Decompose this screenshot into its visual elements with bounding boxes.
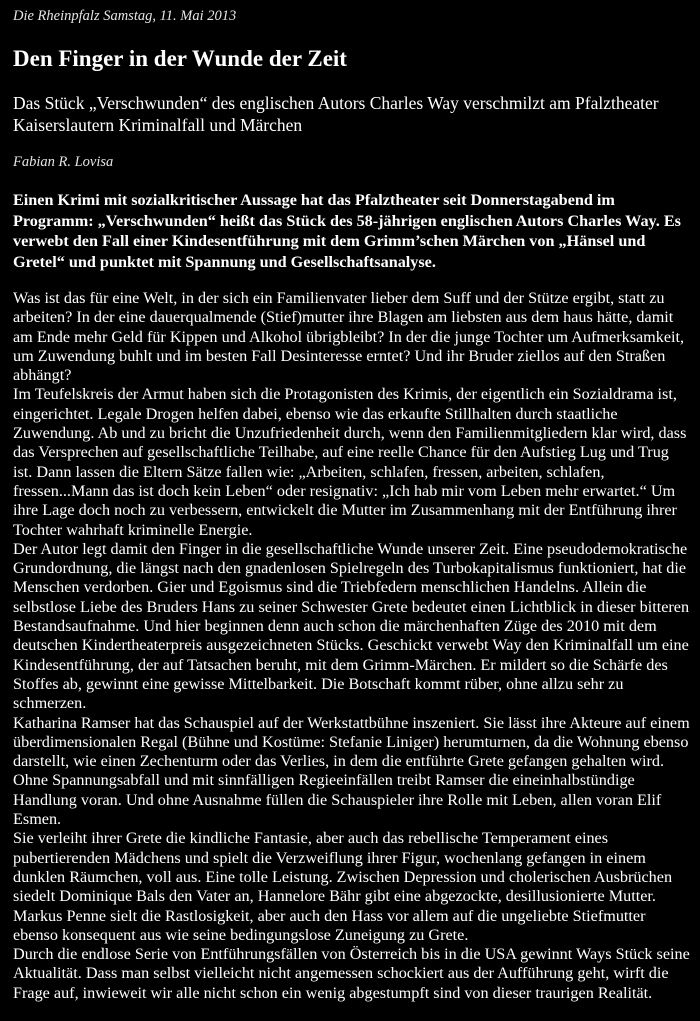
body-paragraph: Sie verleiht ihrer Grete die kindliche Fantasie, aber auch das rebellische Temperament eines pubertierenden Mädchens und spielt die Verzweiflung ihrer Figur, wochenlang gefangen in einem dunklen Räumchen, voll aus. Eine tolle Leistung. Zwischen Depression und cholerischen Ausbrüchen siedelt Dominique Bals den Vater an, Hannelore Bähr gibt eine abgezockte, desillusionierte Mutter. Markus Penne sielt die Rastlosigkeit, aber auch den Hass vor allem auf die ungeliebte Stiefmutter ebenso konsequent aus wie seine bedingungslose Zuneigung zu Grete. <box>13 829 673 944</box>
article-lead: Einen Krimi mit sozialkritischer Aussage hat das Pfalztheater seit Donnerstagabend im Programm: „Verschwunden“ heißt das Stück des 58-jährigen englischen Autors Charles Way. Es verwebt den Fall einer Kindesentführung mit dem Grimm’schen Märchen von „Hänsel und Gretel“ und punktet mit Spannung und Gesellschaftsanalyse. <box>13 191 681 271</box>
article <box>13 0 691 1003</box>
article-body <box>13 289 691 1003</box>
body-paragraph: Katharina Ramser hat das Schauspiel auf der Werkstattbühne inszeniert. Sie lässt ihre Akteure auf einem überdimensionalen Regal (Bühne und Kostüme: Stefanie Liniger) herumturnen, da die Wohnung ebenso darstellt, wie einen Zechenturm oder das Verlies, in dem die entführte Grete gefangen gehalten wird. Ohne Spannungsabfall und mit sinnfälligen Regieeinfällen treibt Ramser die eineinhalbstündige Handlung voran. Und ohne Ausnahme füllen die Schauspieler ihre Rolle mit Leben, allen voran Elif Esmen. <box>13 713 690 829</box>
body-paragraph: Im Teufelskreis der Armut haben sich die Protagonisten des Krimis, der eigentlich ein Sozialdrama ist, eingerichtet. Legale Drogen helfen dabei, ebenso wie das erkaufte Stillhalten durch staatliche Zuwendung. Ab und zu bricht die Unzufriedenheit durch, wenn den Familienmitgliedern klar wird, dass das Versprechen auf gesellschaftliche Teilhabe, auf eine reelle Chance für den Aufstieg Lug und Trug ist. Dann lassen die Eltern Sätze fallen wie: „Arbeiten, schlafen, fressen, arbeiten, schlafen, fressen...Mann das ist doch kein Leben“ oder resignativ: „Ich hab mir vom Leben mehr erwartet.“ Um ihre Lage doch noch zu verbessern, entwickelt die Mutter im Zusammenhang mit der Entführung ihrer Tochter wahrhaft kriminelle Energie. <box>13 385 687 539</box>
source-line: Die Rheinpfalz Samstag, 11. Mai 2013 <box>13 8 237 24</box>
article-author: Fabian R. Lovisa <box>13 154 114 170</box>
body-paragraph: Der Autor legt damit den Finger in die gesellschaftliche Wunde unserer Zeit. Eine pseudodemokratische Grundordnung, die längst nach den gnadenlosen Spielregeln des Turbokapitalismus funktioniert, hat die Menschen verdorben. Gier und Egoismus sind die Triebfedern menschlichen Handelns. Allein die selbstlose Liebe des Bruders Hans zu seiner Schwester Grete bedeutet einen Lichtblick in dieser bitteren Bestandsaufnahme. Und hier beginnen denn auch schon die märchenhaften Züge des 2010 mit dem deutschen Kindertheaterpreis ausgezeichneten Stücks. Geschickt verwebt Way den Kriminalfall um eine Kindesentführung, der auf Tatsachen beruht, mit dem Grimm-Märchen. Er mildert so die Schärfe des Stoffes ab, gewinnt eine gewisse Mittelbarkeit. Die Botschaft kommt rüber, ohne allzu sehr zu schmerzen. <box>13 539 690 713</box>
body-paragraph: Was ist das für eine Welt, in der sich ein Familienvater lieber dem Suff und der Stütze ergibt, statt zu arbeiten? In der eine dauerqualmende (Stief)mutter ihre Blagen am liebsten aus dem haus hätte, damit am Ende mehr Geld für Kippen und Alkohol übrigbleibt? In der die junge Tochter um Aufmerksamkeit, um Zuwendung buhlt und im besten Fall Desinteresse erntet? Und ihr Bruder ziellos auf den Straßen abhängt? <box>13 289 685 385</box>
article-headline: Den Finger in der Wunde der Zeit <box>13 46 347 71</box>
body-paragraph: Durch die endlose Serie von Entführungsfällen von Österreich bis in die USA gewinnt Ways Stück seine Aktualität. Dass man selbst vielleicht nicht angemessen schockiert aus der Aufführung geht, wirft die Frage auf, inwieweit wir alle nicht schon ein wenig abgestumpft sind von dieser traurigen Realität. <box>13 945 690 1002</box>
article-subheadline: Das Stück „Verschwunden“ des englischen Autors Charles Way verschmilzt am Pfalztheater Kaiserslautern Kriminalfall und Märchen <box>13 93 659 135</box>
